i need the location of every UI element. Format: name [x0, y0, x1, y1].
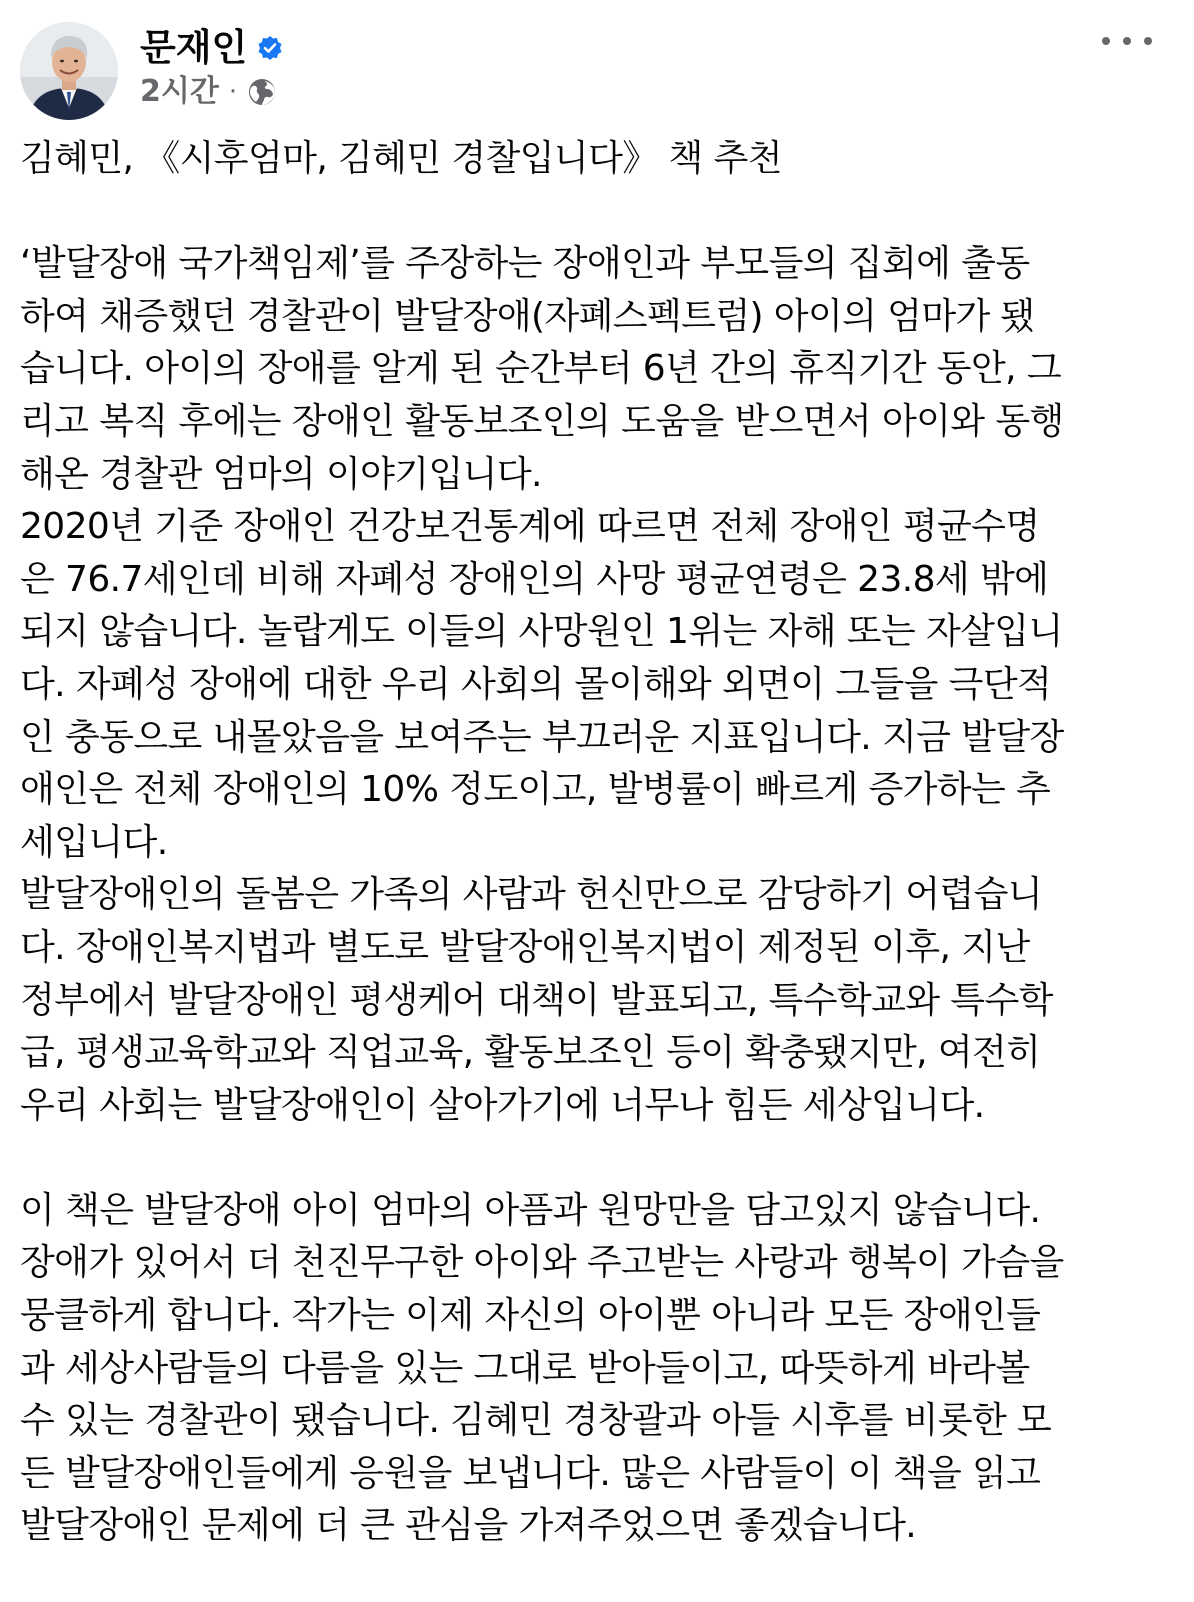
text-line: 세입니다. [20, 821, 168, 863]
text-line: 인 충동으로 내몰았음을 보여주는 부끄러운 지표입니다. 지금 발달장 [20, 716, 1064, 758]
post-title-line: 김혜민, 《시후엄마, 김혜민 경찰입니다》 책 추천 [20, 138, 782, 179]
text-line: ‘발달장애 국가책임제’를 주장하는 장애인과 부모들의 집회에 출동 [20, 243, 1030, 285]
text-line: 다. 자폐성 장애에 대한 우리 사회의 몰이해와 외면이 그들을 극단적 [20, 663, 1052, 705]
text-line: 급, 평생교육학교와 직업교육, 활동보조인 등이 확충됐지만, 여전히 [20, 1032, 1041, 1074]
text-line: 발달장애인 문제에 더 큰 관심을 가져주었으면 좋겠습니다. [20, 1505, 917, 1547]
blank-line [20, 1132, 1160, 1185]
more-dot [1144, 37, 1152, 45]
post-timestamp[interactable]: 2시간 [140, 74, 219, 109]
text-line: 발달장애인의 돌봄은 가족의 사람과 헌신만으로 감당하기 어렵습니 [20, 874, 1042, 916]
post-text [20, 133, 1160, 1553]
meta-separator: · [228, 77, 238, 107]
text-line: 다. 장애인복지법과 별도로 발달장애인복지법이 제정된 이후, 지난 [20, 926, 1030, 968]
text-line: 애인은 전체 장애인의 10% 정도이고, 발병률이 빠르게 증가하는 추 [20, 769, 1051, 811]
text-line: 뭉클하게 합니다. 작가는 이제 자신의 아이뿐 아니라 모든 장애인들 [20, 1295, 1041, 1337]
text-line: 되지 않습니다. 놀랍게도 이들의 사망원인 1위는 자해 또는 자살입니 [20, 611, 1063, 653]
text-line: 이 책은 발달장애 아이 엄마의 아픔과 원망만을 담고있지 않습니다. [20, 1189, 1041, 1231]
globe-icon[interactable] [247, 77, 277, 107]
post-meta [140, 72, 277, 112]
author-name[interactable]: 문재인 [140, 26, 248, 69]
text-line: 2020년 기준 장애인 건강보건통계에 따르면 전체 장애인 평균수명 [20, 506, 1040, 548]
text-line: 은 76.7세인데 비해 자폐성 장애인의 사망 평균연령은 23.8세 밖에 [20, 558, 1049, 600]
text-line: 장애가 있어서 더 천진무구한 아이와 주고받는 사랑과 행복이 가슴을 [20, 1242, 1064, 1284]
author-avatar[interactable] [20, 22, 118, 120]
text-line: 든 발달장애인들에게 응원을 보냅니다. 많은 사람들이 이 책을 읽고 [20, 1452, 1041, 1494]
author-row [140, 24, 283, 72]
text-line: 리고 복직 후에는 장애인 활동보조인의 도움을 받으면서 아이와 동행 [20, 400, 1064, 442]
more-options-button[interactable] [1102, 26, 1152, 56]
text-line: 과 세상사람들의 다름을 있는 그대로 받아들이고, 따뜻하게 바라볼 [20, 1347, 1030, 1389]
verified-badge-icon [257, 35, 283, 61]
text-line: 습니다. 아이의 장애를 알게 된 순간부터 6년 간의 휴직기간 동안, 그 [20, 348, 1062, 390]
more-dot [1102, 37, 1110, 45]
post-header [0, 0, 1194, 130]
more-dot [1123, 37, 1131, 45]
blank-line [20, 186, 1160, 239]
text-line: 정부에서 발달장애인 평생케어 대책이 발표되고, 특수학교와 특수학 [20, 979, 1053, 1021]
text-line: 하여 채증했던 경찰관이 발달장애(자폐스펙트럼) 아이의 엄마가 됐 [20, 295, 1035, 337]
text-line: 우리 사회는 발달장애인이 살아가기에 너무나 힘든 세상입니다. [20, 1084, 985, 1126]
text-line: 해온 경찰관 엄마의 이야기입니다. [20, 453, 542, 495]
text-line: 수 있는 경찰관이 됐습니다. 김혜민 경창괄과 아들 시후를 비롯한 모 [20, 1400, 1052, 1442]
avatar-portrait-icon [20, 22, 118, 120]
